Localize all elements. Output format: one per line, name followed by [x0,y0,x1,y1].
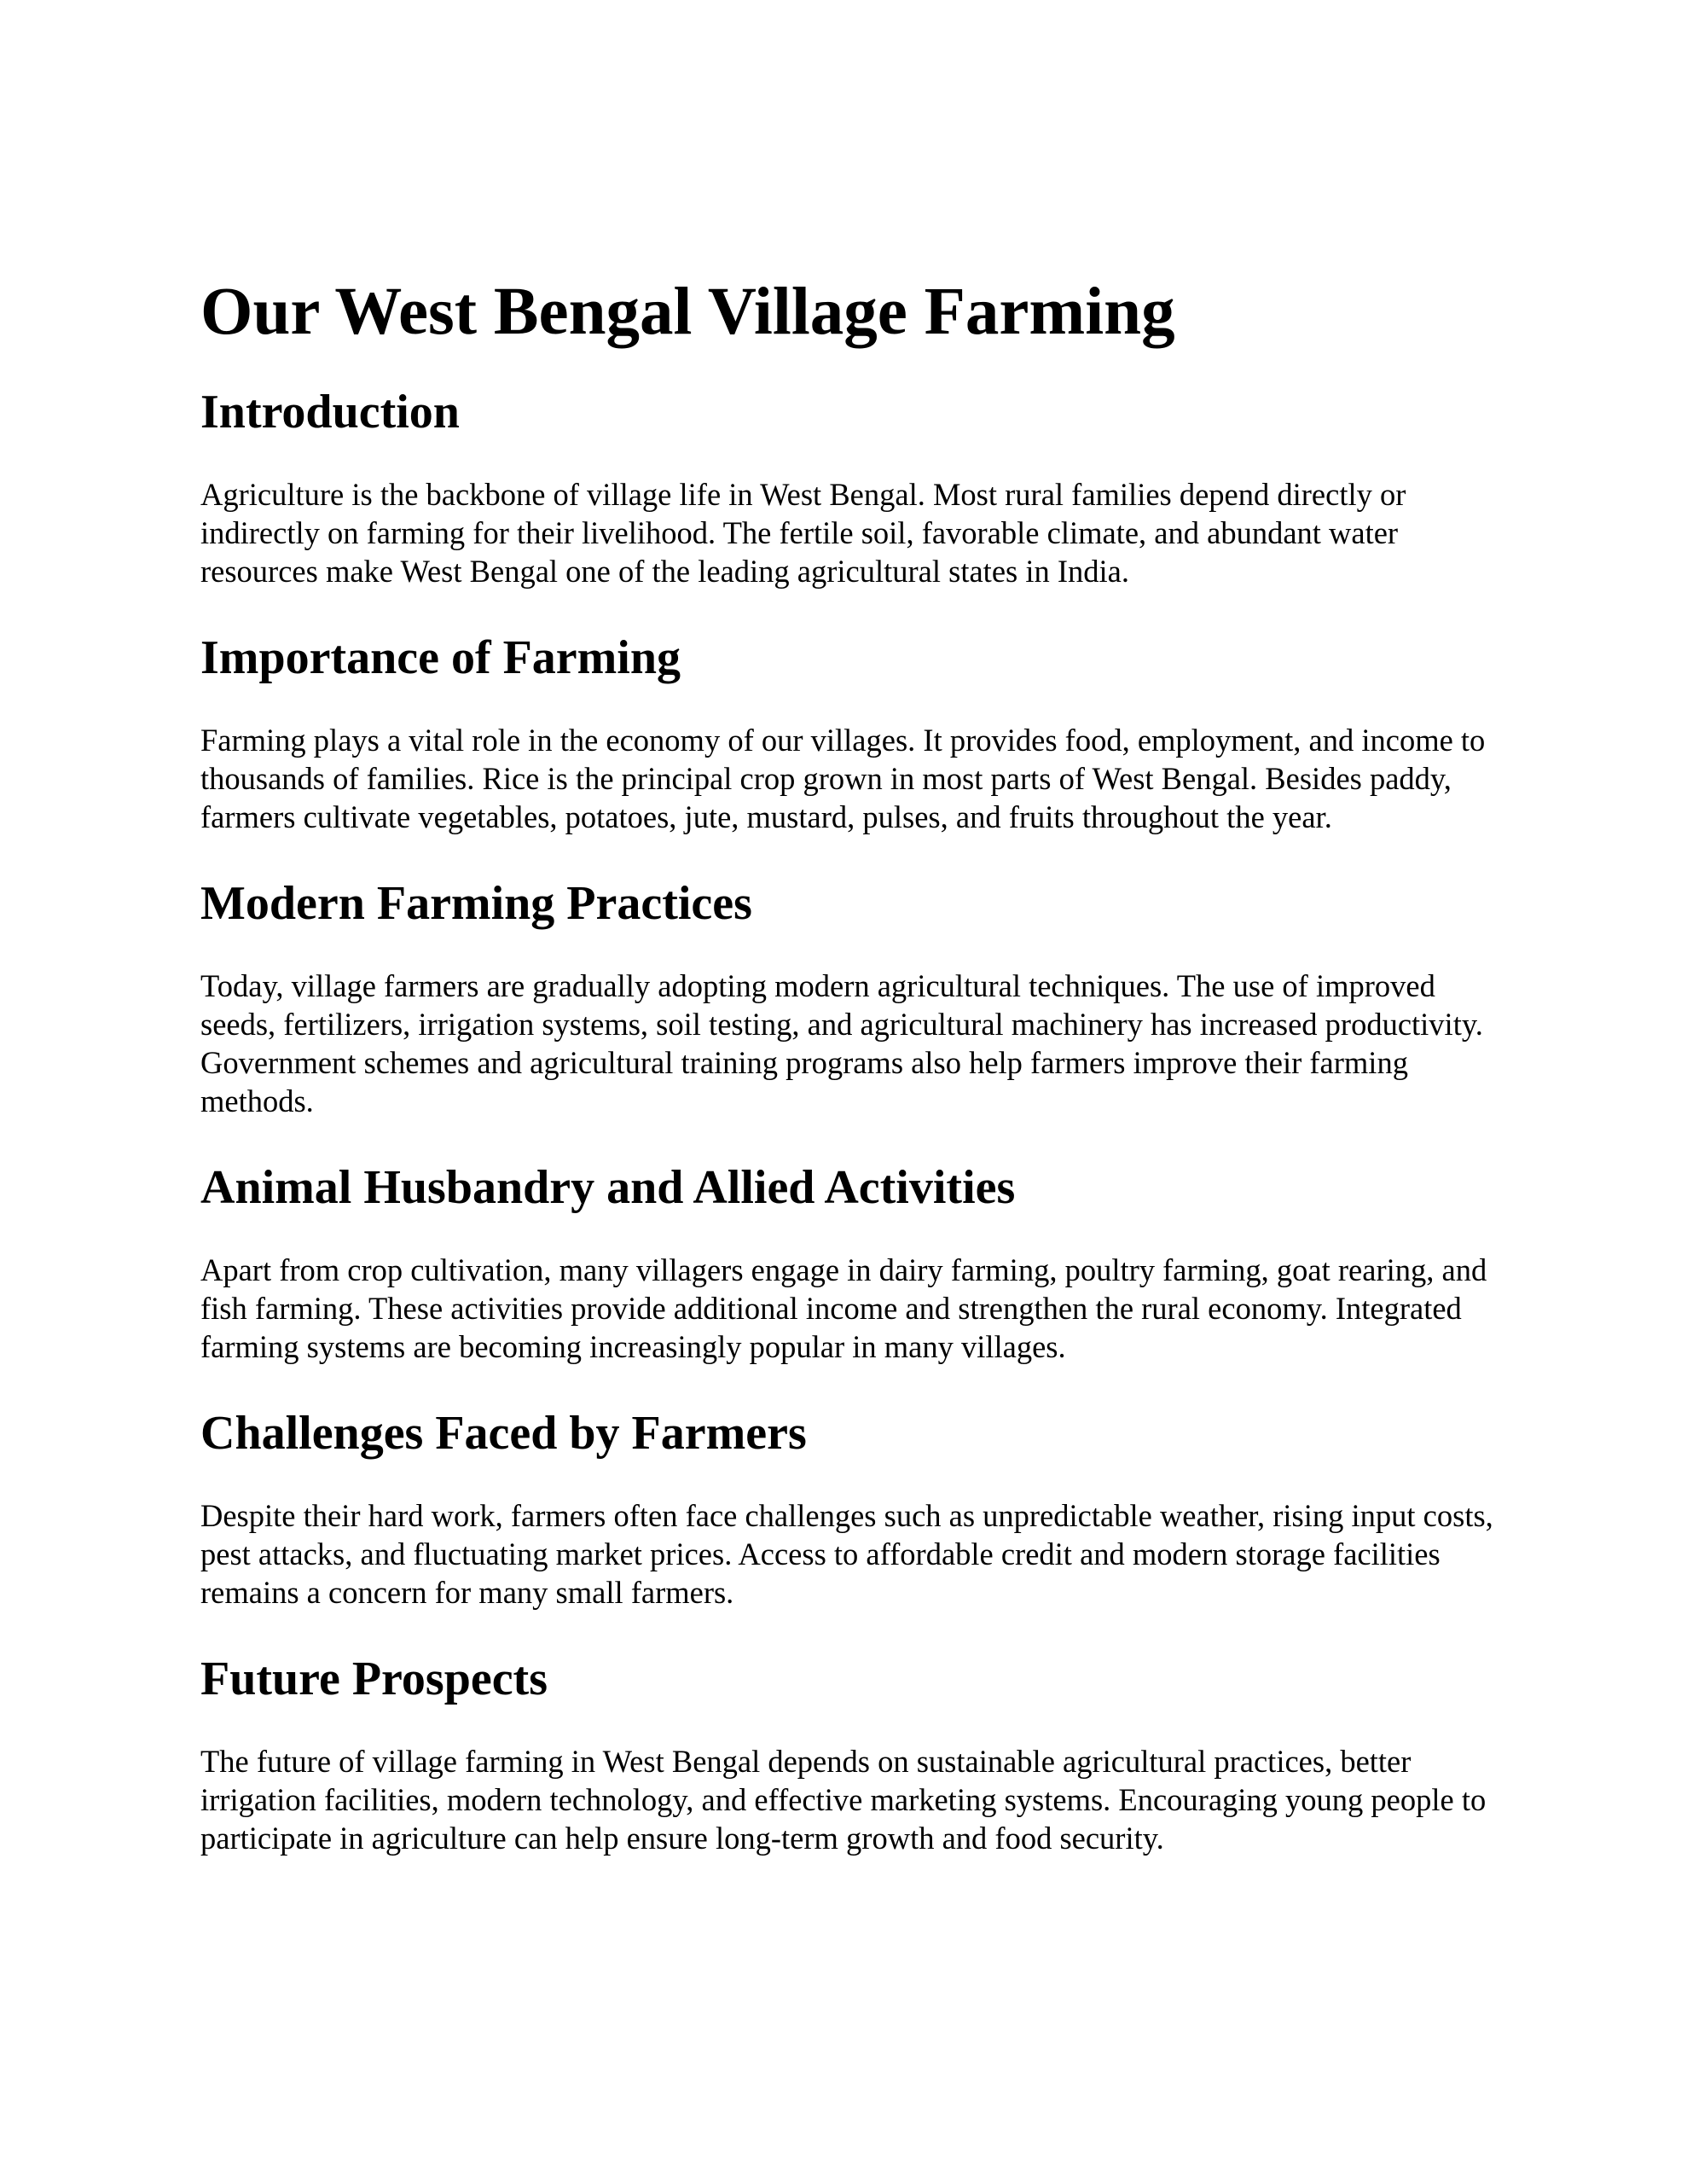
section-importance-of-farming [200,630,1514,836]
section-paragraph: Apart from crop cultivation, many villagers engage in dairy farming, poultry farming, goat rearing, and fish farming. These activities provide additional income and strengthen the rural economy. Integrated farming systems are becoming increasingly popular in many villages. [200,1252,1487,1364]
document-page [200,271,1514,1896]
section-future-prospects [200,1651,1514,1857]
section-challenges [200,1405,1514,1612]
section-modern-farming-practices [200,875,1514,1120]
document-title: Our West Bengal Village Farming [200,275,1175,349]
section-animal-husbandry [200,1159,1514,1366]
section-paragraph: Farming plays a vital role in the economy of our villages. It provides food, employment, and income to thousands of families. Rice is the principal crop grown in most parts of West Bengal. Besides paddy, farmers cultivate vegetables, potatoes, jute, mustard, pulses, and fruits throughout the year. [200,723,1486,834]
section-paragraph: Despite their hard work, farmers often face challenges such as unpredictable weather, rising input costs, pest attacks, and fluctuating market prices. Access to affordable credit and modern storage facilities remains a concern for many small farmers. [200,1498,1493,1610]
section-heading: Animal Husbandry and Allied Activities [200,1161,1016,1214]
section-paragraph: The future of village farming in West Bengal depends on sustainable agricultural practices, better irrigation facilities, modern technology, and effective marketing systems. Encouraging young people to participate in agriculture can help ensure long-term growth and food security. [200,1744,1487,1856]
section-heading: Importance of Farming [200,631,681,684]
section-paragraph: Today, village farmers are gradually adopting modern agricultural techniques. The use of improved seeds, fertilizers, irrigation systems, soil testing, and agricultural machinery has increased productivity. Government schemes and agricultural training programs also help farmers improve their farming methods. [200,968,1483,1118]
section-heading: Future Prospects [200,1653,548,1705]
section-heading: Introduction [200,386,460,439]
section-heading: Challenges Faced by Farmers [200,1407,807,1460]
section-paragraph: Agriculture is the backbone of village life in West Bengal. Most rural families depend directly or indirectly on farming for their livelihood. The fertile soil, favorable climate, and abundant water resources make West Bengal one of the leading agricultural states in India. [200,477,1406,589]
section-heading: Modern Farming Practices [200,877,752,930]
section-introduction [200,384,1514,590]
